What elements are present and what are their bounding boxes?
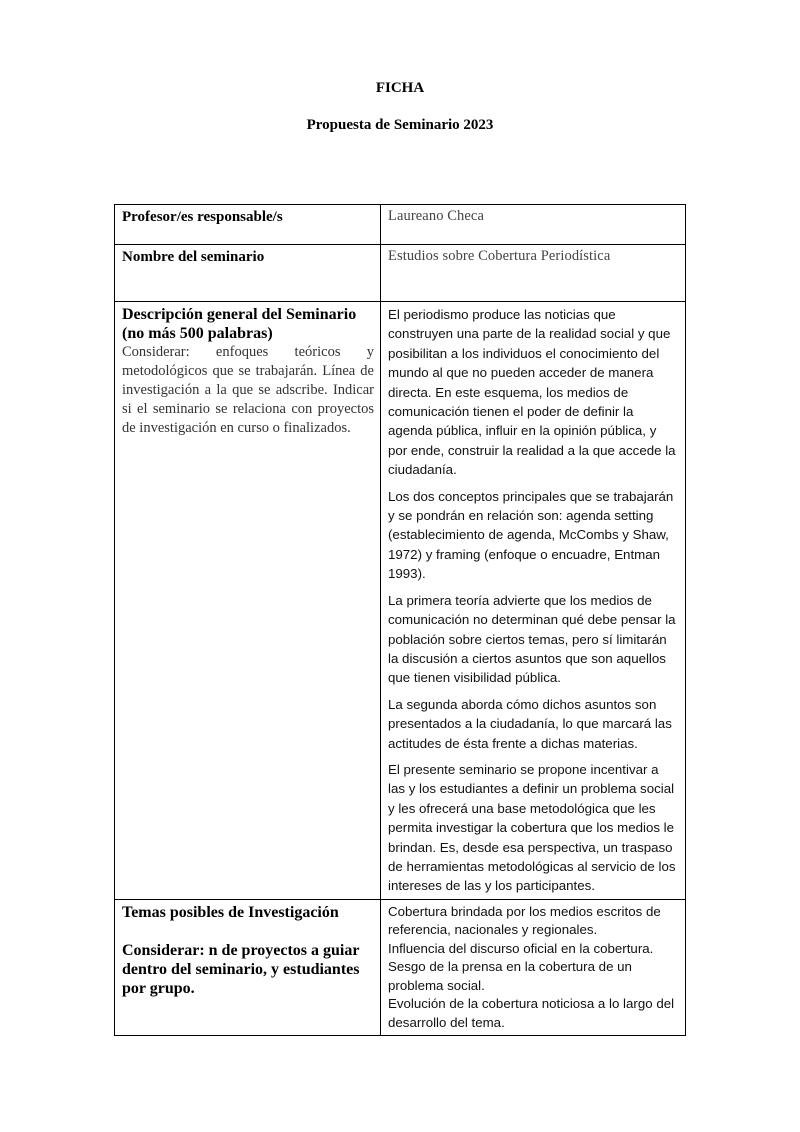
document-subtitle: Propuesta de Seminario 2023	[306, 117, 494, 133]
professor-label: Profesor/es responsable/s	[115, 205, 381, 245]
table-row	[115, 245, 686, 302]
proposal-form-table	[114, 204, 686, 1036]
seminar-name-label: Nombre del seminario	[115, 245, 381, 302]
topic-item: Sesgo de la prensa en la cobertura de un problema social.	[388, 959, 632, 993]
topics-note: Considerar: n de proyectos a guiar dentro del seminario, y estudiantes por grupo.	[122, 941, 360, 997]
table-row	[115, 899, 686, 1036]
topic-item: Evolución de la cobertura noticiosa a lo largo del desarrollo del tema.	[388, 996, 675, 1030]
description-paragraph: El periodismo produce las noticias que construyen una parte de la realidad social y que posibilitan a los individuos el conocimiento del mundo al que no pueden acceder de manera directa. En este esquema, los medios de comunicación tienen el poder de definir la agenda pública, influir en la opinión pública, y por ende, construir la realidad a la que accede la ciudadanía.	[388, 307, 676, 478]
topics-value-cell	[381, 899, 686, 1036]
table-row	[115, 302, 686, 900]
description-paragraph: La segunda aborda cómo dichos asuntos son presentados a la ciudadanía, lo que marcará las actitudes de ésta frente a dichas materias.	[388, 696, 672, 751]
description-label: Descripción general del Seminario (no más 500 palabras)	[122, 306, 357, 342]
description-value-cell	[381, 302, 686, 900]
description-paragraph: Los dos conceptos principales que se trabajarán y se pondrán en relación son: agenda setting (establecimiento de agenda, McCombs y Shaw, 1972) y framing (enfoque o encuadre, Entman 1993).	[388, 488, 674, 582]
topics-label-cell	[115, 899, 381, 1036]
table-row	[115, 205, 686, 245]
document-title: FICHA	[375, 80, 425, 96]
topic-item: Cobertura brindada por los medios escritos de referencia, nacionales y regionales.	[388, 903, 661, 938]
topics-label: Temas posibles de Investigación	[122, 903, 339, 921]
topic-item: Influencia del discurso oficial en la cobertura.	[388, 940, 654, 956]
seminar-name-value: Estudios sobre Cobertura Periodística	[381, 245, 686, 302]
description-paragraph: La primera teoría advierte que los medios de comunicación no determinan qué debe pensar la población sobre ciertos temas, pero sí limitarán la discusión a ciertos asuntos que son aquellos que tienen visibilidad pública.	[388, 592, 676, 686]
description-note: Considerar: enfoques teóricos y metodológicos que se trabajarán. Línea de investigación a la que se adscribe. Indicar si el seminario se relaciona con proyectos de investigación en curso o finalizados.	[122, 344, 374, 436]
professor-value: Laureano Checa	[381, 205, 686, 245]
description-label-cell	[115, 302, 381, 900]
description-paragraph: El presente seminario se propone incentivar a las y los estudiantes a definir un problema social y les ofrecerá una base metodológica que les permita investigar la cobertura que los medios le brindan. Es, desde esa perspectiva, un traspaso de herramientas metodológicas al servicio de los intereses de las y los participantes.	[388, 761, 676, 894]
